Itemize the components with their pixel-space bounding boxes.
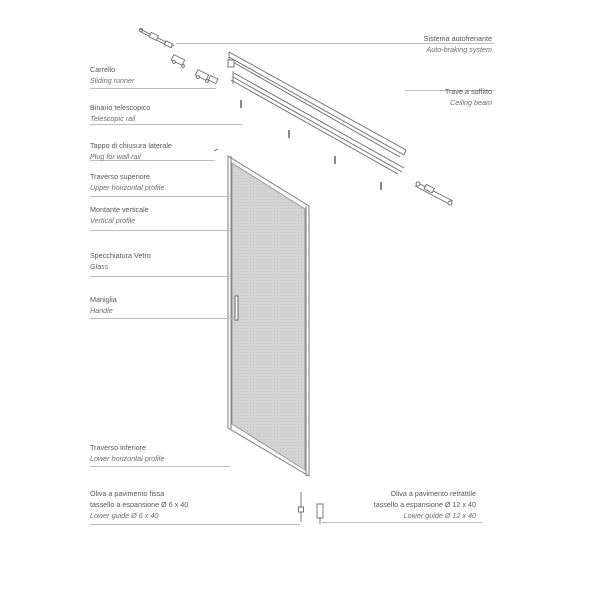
label-wall-plug-it: Tappo di chiusura laterale	[90, 141, 172, 150]
label-glass-it: Specchiatura Vetro	[90, 251, 151, 260]
label-auto-braking-it: Sistema autofrenante	[423, 34, 492, 43]
label-handle-en: Handle	[90, 306, 113, 315]
label-auto-braking-en: Auto-braking system	[426, 45, 492, 54]
label-telescopic-rail-it: Binario telescopico	[90, 103, 151, 112]
label-handle-it: Maniglia	[90, 295, 117, 304]
telescopic-rail-part	[231, 71, 404, 174]
label-vertical-profile	[90, 204, 149, 226]
label-upper-profile	[90, 171, 164, 193]
label-auto-braking	[424, 33, 492, 55]
label-sliding-runner-it: Carrello	[90, 65, 116, 74]
label-glass	[90, 250, 151, 272]
door-frame	[228, 156, 309, 476]
label-retractable-guide-en: Lower guide Ø 12 x 40	[403, 511, 476, 520]
label-handle	[90, 294, 117, 316]
label-telescopic-rail-en: Telescopic rail	[90, 114, 136, 123]
leader-retractable-guide	[322, 522, 482, 523]
label-sliding-runner	[90, 64, 134, 86]
label-fixed-guide-en: Lower guide Ø 6 x 40	[90, 511, 159, 520]
label-ceiling-beam	[445, 86, 492, 108]
wall-plug-part	[415, 182, 453, 205]
label-ceiling-beam-en: Ceiling beam	[450, 98, 492, 107]
label-lower-profile-it: Traverso inferiore	[90, 443, 147, 452]
label-vertical-profile-en: Vertical profile	[90, 216, 136, 225]
ceiling-beam-part	[228, 52, 406, 157]
auto-braking-part	[139, 28, 174, 48]
label-fixed-guide-it1: Oliva a pavimento fissa	[90, 489, 165, 498]
label-fixed-guide	[90, 488, 188, 521]
lower-guide-fixed	[299, 492, 304, 522]
label-upper-profile-en: Upper horizontal profile	[90, 183, 165, 192]
label-wall-plug	[90, 140, 172, 162]
leader-handle	[90, 318, 236, 319]
label-lower-profile-en: Lower horizontal profile	[90, 454, 165, 463]
label-glass-en: Glass	[90, 262, 109, 271]
label-lower-profile	[90, 442, 164, 464]
sliding-runner-part	[171, 55, 218, 84]
label-ceiling-beam-it: Trave a soffitto	[444, 87, 492, 96]
leader-glass	[90, 276, 230, 277]
leader-lower-profile	[90, 466, 230, 467]
label-retractable-guide-it2: tassello a espansione Ø 12 x 40	[373, 500, 476, 509]
leader-upper-profile	[90, 196, 230, 197]
label-retractable-guide-it1: Oliva a pavimento retrattile	[390, 489, 476, 498]
leader-vertical-profile	[90, 230, 230, 231]
leader-fixed-guide	[90, 524, 300, 525]
label-telescopic-rail	[90, 102, 150, 124]
label-vertical-profile-it: Montante verticale	[90, 205, 149, 214]
lower-guide-retractable	[317, 504, 323, 524]
label-sliding-runner-en: Sliding runner	[90, 76, 135, 85]
leader-sliding-runner	[90, 88, 216, 89]
leader-telescopic-rail	[90, 124, 242, 125]
handle-part	[235, 296, 238, 320]
label-fixed-guide-it2: tassello a espansione Ø 6 x 40	[90, 500, 189, 509]
label-retractable-guide	[374, 488, 476, 521]
label-wall-plug-en: Plug for wall rail	[90, 152, 141, 161]
label-upper-profile-it: Traverso superiore	[90, 172, 151, 181]
